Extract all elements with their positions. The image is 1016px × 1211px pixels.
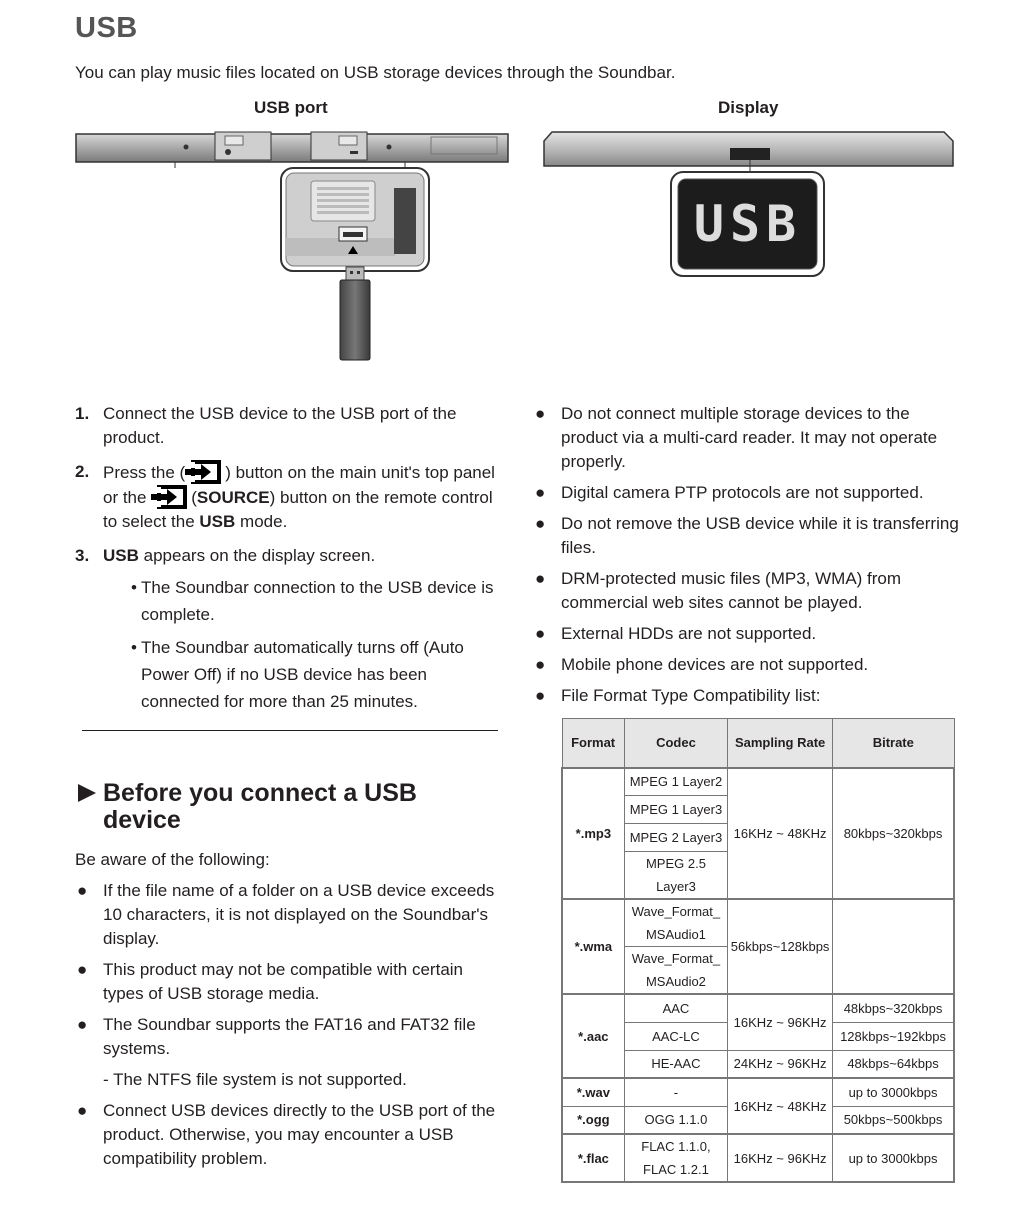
column-header: Bitrate	[833, 719, 954, 768]
sampling-cell: 16KHz ~ 96KHz	[728, 994, 833, 1050]
table-row	[562, 1134, 954, 1182]
precautions-list	[75, 879, 505, 1178]
source-remote-icon	[151, 485, 191, 509]
list-item: ● Do not remove the USB device while it is transferring files.	[535, 514, 959, 557]
usb-port-figure-label: USB port	[254, 98, 328, 117]
codec-cell: FLAC 1.1.0, FLAC 1.2.1	[624, 1134, 727, 1182]
codec-cell: HE-AAC	[624, 1050, 727, 1078]
section-heading	[77, 780, 457, 834]
list-item: ● DRM-protected music files (MP3, WMA) from commercial web sites cannot be played.	[535, 569, 902, 612]
list-item: ● Connect USB devices directly to the USB port of the product. Otherwise, you may encounter a USB compatibility problem.	[77, 1101, 496, 1168]
list-item: ● External HDDs are not supported.	[535, 624, 817, 643]
step-text: ) button on the main unit's top panel or the	[103, 463, 495, 507]
codec-cell: AAC	[624, 994, 727, 1022]
step-number: 1.	[75, 404, 90, 423]
step-text: (	[191, 488, 197, 507]
sampling-cell: 16KHz ~ 48KHz	[728, 768, 833, 900]
list-item-text: Mobile phone devices are not supported.	[561, 655, 869, 674]
aware-text: Be aware of the following:	[75, 850, 270, 869]
section-divider	[82, 730, 498, 731]
format-cell: *.wav	[562, 1078, 624, 1106]
table-row	[562, 994, 954, 1022]
list-item-text: DRM-protected music files (MP3, WMA) from commercial web sites cannot be played.	[561, 569, 902, 612]
format-cell: *.mp3	[562, 768, 624, 900]
list-item: ● If the file name of a folder on a USB device exceeds 10 characters, it is not displayed on the Soundbar's display.	[77, 881, 495, 948]
intro-text: You can play music files located on USB storage devices through the Soundbar.	[75, 63, 676, 82]
column-header: Sampling Rate	[728, 719, 833, 768]
page-title: USB	[75, 12, 138, 44]
list-item-text: Connect USB devices directly to the USB port of the product. Otherwise, you may encounter a USB compatibility problem.	[103, 1101, 496, 1168]
bitrate-cell: 48kbps~64kbps	[833, 1050, 954, 1078]
display-figure-label: Display	[718, 98, 779, 117]
list-item: ● Digital camera PTP protocols are not supported.	[535, 483, 924, 502]
section-heading-text: Before you connect a USB device	[103, 779, 417, 834]
bitrate-cell: 48kbps~320kbps	[833, 994, 954, 1022]
bitrate-cell: 128kbps~192kbps	[833, 1022, 954, 1050]
bitrate-cell: 50kbps~500kbps	[833, 1106, 954, 1134]
list-item: ● Mobile phone devices are not supported.	[535, 655, 869, 674]
table-row	[562, 1078, 954, 1106]
note-text: - The NTFS file system is not supported.	[103, 1070, 407, 1089]
bitrate-cell: up to 3000kbps	[833, 1078, 954, 1106]
list-item-text: The Soundbar supports the FAT16 and FAT32 file systems.	[103, 1015, 476, 1058]
sampling-cell: 16KHz ~ 96KHz	[728, 1134, 833, 1182]
column-header: Format	[562, 719, 624, 768]
codec-cell: MPEG 1 Layer2	[624, 768, 727, 796]
file-format-compatibility-table	[561, 718, 955, 1183]
codec-cell: Wave_Format_ MSAudio1	[624, 899, 727, 947]
display-usb-text: USB	[693, 195, 803, 253]
step-text: Press the (	[103, 463, 186, 482]
bitrate-cell: 80kbps~320kbps	[833, 768, 954, 900]
format-cell: *.aac	[562, 994, 624, 1078]
bitrate-cell: up to 3000kbps	[833, 1134, 954, 1182]
list-item: ● This product may not be compatible with certain types of USB storage media.	[77, 960, 464, 1003]
format-cell: *.flac	[562, 1134, 624, 1182]
usb-port-illustration	[75, 128, 510, 368]
format-cell: *.wma	[562, 899, 624, 994]
list-item-text: Do not connect multiple storage devices to the product via a multi-card reader. It may not operate properly.	[561, 404, 938, 471]
step-text: mode.	[240, 512, 288, 531]
step-number: 3.	[75, 546, 90, 565]
list-item-text: If the file name of a folder on a USB device exceeds 10 characters, it is not displayed on the Soundbar's display.	[103, 881, 495, 948]
list-item: ● File Format Type Compatibility list:	[535, 686, 821, 705]
table-row	[562, 768, 954, 796]
codec-cell: -	[624, 1078, 727, 1106]
step-3	[75, 544, 505, 715]
list-item-text: Do not remove the USB device while it is transferring files.	[561, 514, 959, 557]
sampling-cell: 16KHz ~ 48KHz	[728, 1078, 833, 1134]
source-label: SOURCE	[196, 488, 270, 507]
usb-label: USB	[103, 546, 139, 565]
restrictions-list	[533, 402, 963, 715]
triangle-right-icon	[77, 782, 97, 804]
list-item-text: External HDDs are not supported.	[561, 624, 817, 643]
list-item: ● Do not connect multiple storage devices to the product via a multi-card reader. It may not operate properly.	[535, 404, 938, 471]
column-header: Codec	[624, 719, 727, 768]
sub-bullet: • The Soundbar connection to the USB device is complete.	[131, 578, 494, 624]
codec-cell: OGG 1.1.0	[624, 1106, 727, 1134]
codec-cell: Wave_Format_ MSAudio2	[624, 947, 727, 995]
list-item-text: This product may not be compatible with certain types of USB storage media.	[103, 960, 464, 1003]
codec-cell: MPEG 1 Layer3	[624, 796, 727, 824]
table-header-row	[562, 719, 954, 768]
sampling-cell: 24KHz ~ 96KHz	[728, 1050, 833, 1078]
step-1	[75, 402, 505, 450]
sub-bullet: • The Soundbar automatically turns off (Auto Power Off) if no USB device has been connected for more than 25 minutes.	[131, 638, 464, 711]
step-number: 2.	[75, 462, 90, 481]
steps-list	[75, 402, 505, 725]
table-row	[562, 899, 954, 947]
usb-mode-label: USB	[199, 512, 236, 531]
step-text: ) button on the remote control to select the	[103, 488, 493, 531]
source-input-icon	[185, 460, 225, 484]
codec-cell: AAC-LC	[624, 1022, 727, 1050]
bitrate-cell: 56kbps~128kbps	[728, 899, 833, 994]
display-illustration	[540, 128, 960, 288]
sub-bullet-text: The Soundbar automatically turns off (Auto Power Off) if no USB device has been connected for more than 25 minutes.	[141, 638, 464, 711]
step-2	[75, 460, 505, 534]
step-text: appears on the display screen.	[143, 546, 376, 565]
step-text: Connect the USB device to the USB port of the product.	[103, 404, 457, 447]
format-cell: *.ogg	[562, 1106, 624, 1134]
codec-cell: MPEG 2 Layer3	[624, 824, 727, 852]
list-item-text: File Format Type Compatibility list:	[561, 686, 821, 705]
sub-bullet-text: The Soundbar connection to the USB device is complete.	[141, 578, 494, 624]
list-item-text: Digital camera PTP protocols are not supported.	[561, 483, 924, 502]
list-item: ● The Soundbar supports the FAT16 and FAT32 file systems.	[77, 1015, 476, 1058]
codec-cell: MPEG 2.5 Layer3	[624, 852, 727, 900]
